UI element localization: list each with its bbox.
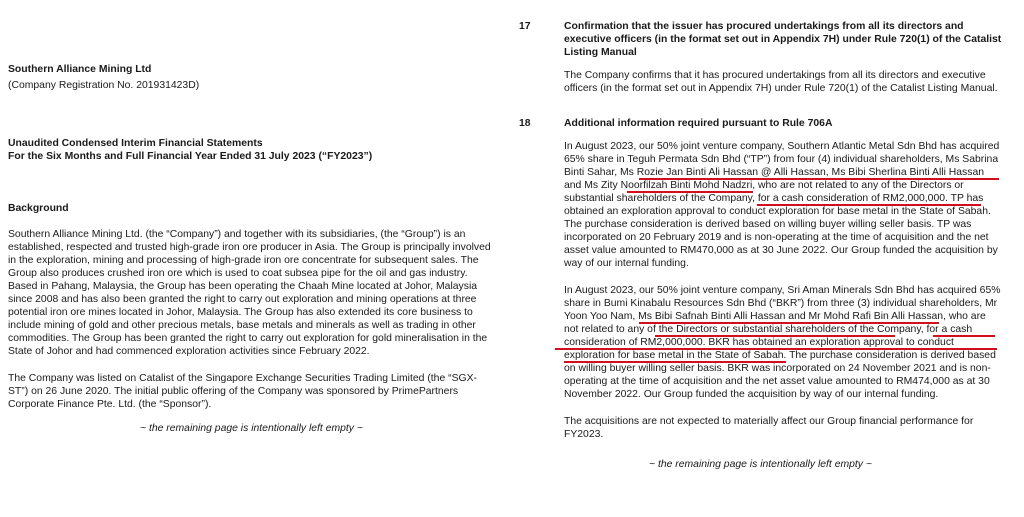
- item-17-heading-line: Listing Manual: [564, 47, 637, 58]
- text-line: in the exploration, mining and processing of high-grade iron ore concentrate for subsequent sales. The: [8, 255, 479, 266]
- report-title-line1: Unaudited Condensed Interim Financial Statements: [8, 138, 263, 149]
- text-line: In August 2023, our 50% joint venture company, Southern Atlantic Metal Sdn Bhd has acquired: [564, 141, 1000, 152]
- highlight-underline: [639, 178, 999, 180]
- text-line: 65% share in Teguh Permata Sdn Bhd (“TP”) from four (4) individual shareholders, Ms Sabrina: [564, 154, 999, 165]
- highlight-underline: [757, 204, 981, 206]
- text-line: Group also produces crushed iron ore which is used to coat subsea pipe for the oil and gas industry.: [8, 268, 468, 279]
- highlight-underline: [655, 335, 895, 337]
- text-line: incorporated on 20 February 2019 and is non-operating at the time of acquisition and the net: [564, 232, 989, 243]
- highlight-underline: [555, 348, 695, 350]
- text-line: In August 2023, our 50% joint venture company, Sri Aman Minerals Sdn Bhd has acquired 65%: [564, 285, 1001, 296]
- text-line: way of our internal funding.: [564, 258, 689, 269]
- text-line: Based in Pahang, Malaysia, the Group has been operating the Chaah Mine located at Johor, Malaysia: [8, 281, 478, 292]
- text-line: Southern Alliance Mining Ltd. (the “Company”) and together with its subsidiaries, (the “Group”) is an: [8, 229, 466, 240]
- text-line: obtained an exploration approval to conduct exploration for base metal in the State of Sabah.: [564, 206, 991, 217]
- item-17-heading-line: Confirmation that the issuer has procured undertakings from all its directors and: [564, 21, 964, 32]
- text-line: established, respected and trusted high-grade iron ore producer in Asia. The Group is principally involved: [8, 242, 491, 253]
- background-heading: Background: [8, 203, 69, 214]
- item-17-heading-line: executive officers (in the format set out in Appendix 7H) under Rule 720(1) of the Catalist: [564, 34, 1002, 45]
- text-line: asset value amounted to RM470,000 as at 30 June 2022. Our Group funded the acquisition by: [564, 245, 998, 256]
- empty-page-note: ~ the remaining page is intentionally left empty ~: [140, 423, 363, 434]
- text-line: since 2008 and has also been granted the right to carry out exploration and mining operations at three: [8, 294, 477, 305]
- text-line: consideration of RM2,000,000. BKR has obtained an exploration approval to conduct: [564, 337, 954, 348]
- highlight-underline: [933, 335, 995, 337]
- empty-page-note: ~ the remaining page is intentionally left empty ~: [649, 459, 872, 470]
- report-title-line2: For the Six Months and Full Financial Year Ended 31 July 2023 (“FY2023”): [8, 151, 373, 162]
- text-line: Yoon Yoo Nam, Ms Bibi Safnah Binti Alli Hassan and Mr Mohd Rafi Bin Alli Hassan, who are: [564, 311, 986, 322]
- company-registration: (Company Registration No. 201931423D): [8, 80, 200, 91]
- text-line: and Ms Zity Noorfilzah Binti Mohd Nadzri, who are not related to any of the Directors or: [564, 180, 964, 191]
- text-line: The Company was listed on Catalist of the Singapore Exchange Securities Trading Limited (the “SGX-: [8, 373, 477, 384]
- text-line: potential iron ore mines located in Johor, Malaysia. The Group has also extended its core business to: [8, 307, 473, 318]
- item-18-heading: Additional information required pursuant to Rule 706A: [564, 118, 833, 129]
- text-line: The acquisitions are not expected to materially affect our Group financial performance for: [564, 416, 974, 427]
- text-line: not related to any of the Directors or substantial shareholders of the Company, for a cash: [564, 324, 973, 335]
- text-line: Binti Sahar, Ms Rozie Jan Binti Ali Hassan @ Alli Hassan, Ms Bibi Sherlina Binti Alli Hassan: [564, 167, 985, 178]
- highlight-underline: [687, 348, 997, 350]
- text-line: November 2022. Our Group funded the acquisition by way of our internal funding.: [564, 389, 939, 400]
- text-line: FY2023.: [564, 429, 604, 440]
- text-line: commodities. The Group has been granted the right to carry out exploration for gold mineralisation in the: [8, 333, 488, 344]
- text-line: on willing buyer willing seller basis. BKR was incorporated on 24 November 2021 and is non-: [564, 363, 991, 374]
- item-18-number: 18: [519, 118, 531, 129]
- text-line: ST”) on 26 June 2020. The initial public offering of the Company was sponsored by PrimePartners: [8, 386, 459, 397]
- highlight-underline: [564, 361, 786, 363]
- text-line: The purchase consideration is derived based on willing buyer willing seller basis. TP was: [564, 219, 972, 230]
- company-name: Southern Alliance Mining Ltd: [8, 64, 152, 75]
- item-17-number: 17: [519, 21, 531, 32]
- text-line: share in Bumi Kinabalu Resources Sdn Bhd (“BKR”) from three (3) individual shareholders, Mr: [564, 298, 998, 309]
- text-line: exploration for base metal in the State of Sabah. The purchase consideration is derived based: [564, 350, 996, 361]
- item-17-body-line: The Company confirms that it has procured undertakings from all its directors and executive: [564, 70, 986, 81]
- text-line: include mining of gold and other precious metals, base metals and minerals as well as trading in other: [8, 320, 476, 331]
- highlight-underline: [639, 322, 939, 324]
- text-line: Corporate Finance Pte. Ltd. (the “Sponsor”).: [8, 399, 212, 410]
- text-line: operating at the time of acquisition and the net asset value amounted to RM474,000 as at 30: [564, 376, 990, 387]
- text-line: State of Johor and had commenced exploration activities since February 2022.: [8, 346, 370, 357]
- item-17-body-line: officers (in the format set out in Appendix 7H) under Rule 720(1) of the Catalist Listing Manual.: [564, 83, 998, 94]
- highlight-underline: [627, 191, 753, 193]
- text-line: substantial shareholders of the Company, for a cash consideration of RM2,000,000. TP has: [564, 193, 984, 204]
